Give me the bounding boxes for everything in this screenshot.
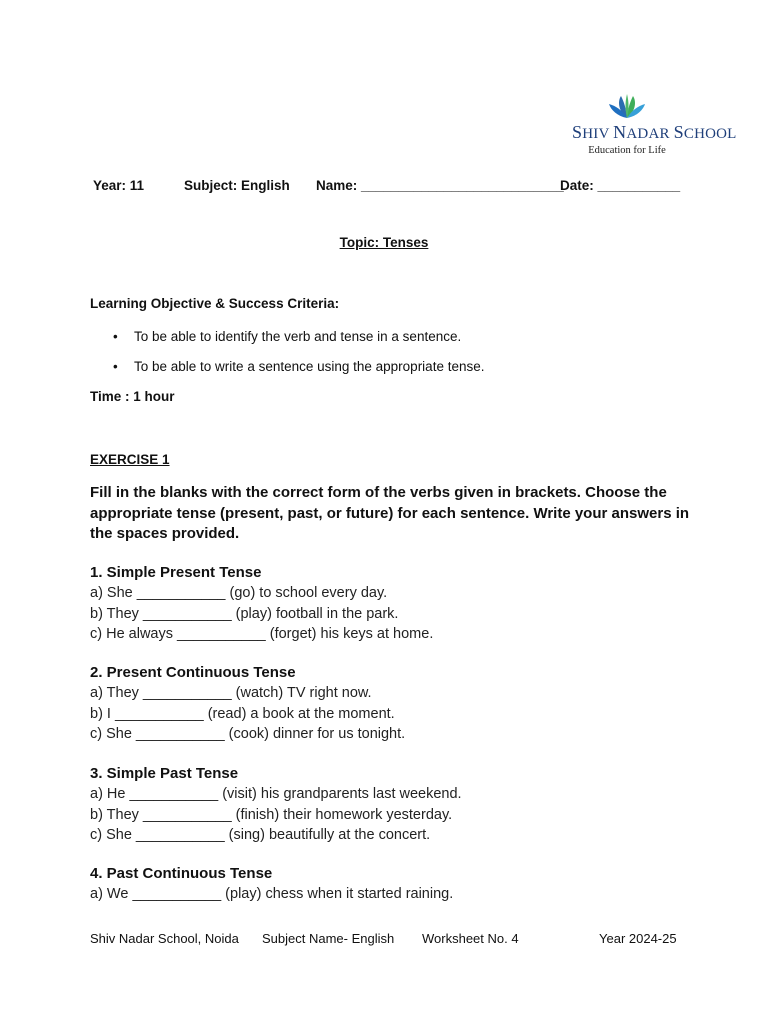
question-item: c) She ___________ (cook) dinner for us tonight.: [90, 726, 406, 742]
footer-school: Shiv Nadar School, Noida: [90, 931, 239, 946]
question-item: a) They ___________ (watch) TV right now.: [90, 685, 372, 701]
question-item: b) They ___________ (play) football in the park.: [90, 605, 399, 622]
question-item: a) He ___________ (visit) his grandparents last weekend.: [90, 786, 462, 802]
section-heading: 4. Past Continuous Tense: [90, 865, 273, 882]
section-heading: 3. Simple Past Tense: [90, 765, 239, 782]
footer-subject: Subject Name- English: [262, 931, 395, 946]
topic-title: Topic: Tenses: [339, 235, 429, 250]
year-label: Year: 11: [93, 178, 145, 193]
footer-year: Year 2024-25: [599, 931, 677, 946]
question-item: b) I ___________ (read) a book at the moment.: [90, 705, 395, 722]
subject-label: Subject: English: [184, 178, 290, 193]
section-past-continuous: [90, 864, 690, 905]
exercise-instruction: Fill in the blanks with the correct form of the verbs given in brackets. Choose the appropriate tense (present, past, or future) for each sentence. Write your answers in the spaces provided.: [90, 484, 690, 542]
objectives-heading: Learning Objective & Success Criteria:: [90, 296, 340, 311]
section-heading: 2. Present Continuous Tense: [90, 664, 296, 681]
school-name: SHIV NADAR SCHOOL: [572, 122, 737, 142]
footer-worksheet: Worksheet No. 4: [422, 931, 519, 946]
school-logo: [572, 94, 737, 156]
section-present-continuous: [90, 663, 690, 745]
question-item: c) She ___________ (sing) beautifully at the concert.: [90, 827, 431, 843]
section-simple-past: [90, 764, 690, 846]
question-item: c) He always ___________ (forget) his keys at home.: [90, 626, 434, 642]
section-heading: 1. Simple Present Tense: [90, 564, 262, 581]
time-label: Time : 1 hour: [90, 389, 175, 404]
question-item: a) We ___________ (play) chess when it started raining.: [90, 886, 454, 902]
section-simple-present: [90, 563, 690, 645]
date-field: Date: ___________: [560, 178, 681, 193]
question-item: a) She ___________ (go) to school every day.: [90, 585, 388, 601]
name-field: Name: ___________________________: [316, 178, 564, 193]
lotus-icon: [607, 94, 647, 120]
school-tagline: Education for Life: [588, 145, 666, 156]
bullet-icon: •: [113, 329, 118, 344]
exercise-title: EXERCISE 1: [90, 452, 170, 467]
bullet-icon: •: [113, 359, 118, 374]
question-item: b) They ___________ (finish) their homework yesterday.: [90, 806, 453, 823]
